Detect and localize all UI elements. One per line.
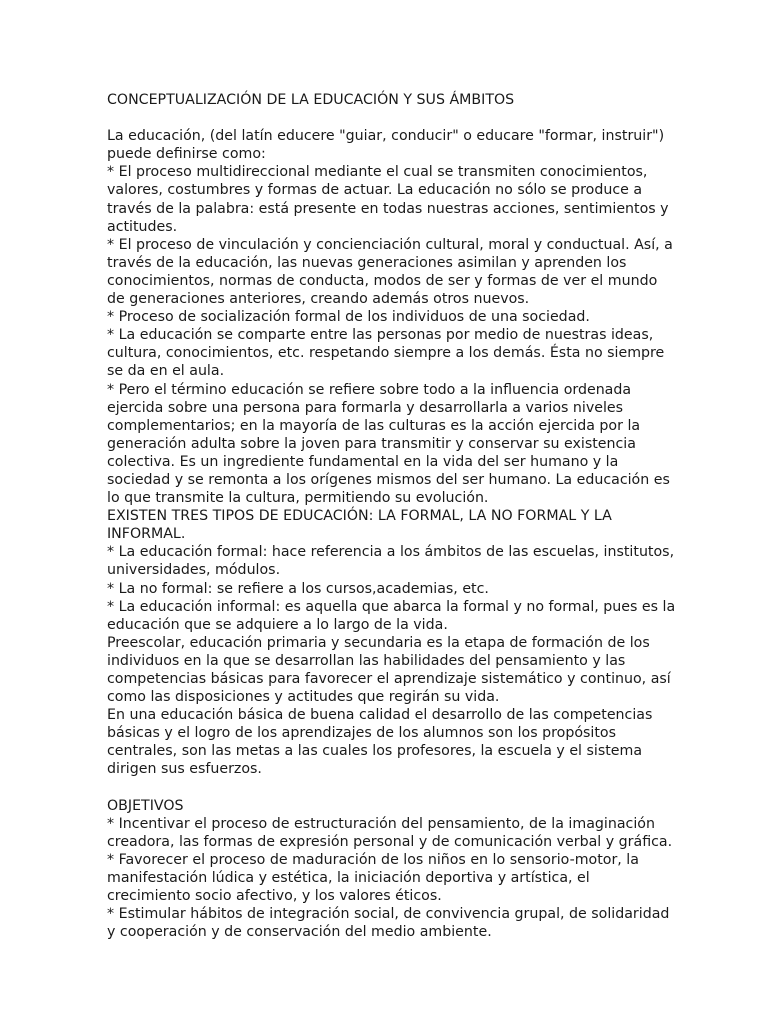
body-line: INFORMAL. bbox=[107, 526, 186, 543]
document-page bbox=[107, 91, 676, 941]
objective-line: creadora, las formas de expresión personal y de comunicación verbal y gráfica. bbox=[107, 833, 673, 850]
body-line: Preescolar, educación primaria y secundaria es la etapa de formación de los bbox=[107, 634, 650, 651]
body-line: básicas y el logro de los aprendizajes de los alumnos son los propósitos bbox=[107, 725, 616, 742]
body-line: individuos en la que se desarrollan las habilidades del pensamiento y las bbox=[107, 652, 626, 669]
objectives-heading: OBJETIVOS bbox=[107, 797, 184, 814]
body-line: lo que transmite la cultura, permitiendo su evolución. bbox=[107, 490, 489, 507]
objective-line: y cooperación y de conservación del medio ambiente. bbox=[107, 924, 492, 941]
body-line: conocimientos, normas de conducta, modos de ser y formas de ver el mundo bbox=[107, 272, 658, 289]
body-line: colectiva. Es un ingrediente fundamental en la vida del ser humano y la bbox=[107, 453, 619, 470]
body-line: * La educación informal: es aquella que abarca la formal y no formal, pues es la bbox=[107, 598, 676, 615]
body-line: actitudes. bbox=[107, 218, 178, 235]
body-line: de generaciones anteriores, creando además otros nuevos. bbox=[107, 291, 530, 308]
body-line: complementarios; en la mayoría de las culturas es la acción ejercida por la bbox=[107, 417, 641, 434]
body-line: EXISTEN TRES TIPOS DE EDUCACIÓN: LA FORMAL, LA NO FORMAL Y LA bbox=[107, 508, 612, 525]
objective-line: manifestación lúdica y estética, la iniciación deportiva y artística, el bbox=[107, 870, 590, 887]
body-line: sociedad y se remonta a los orígenes mismos del ser humano. La educación es bbox=[107, 471, 670, 488]
body-line: universidades, módulos. bbox=[107, 562, 281, 579]
objective-line: * Favorecer el proceso de maduración de los niños en lo sensorio-motor, la bbox=[107, 851, 639, 868]
blank-line bbox=[107, 109, 667, 127]
body-line: centrales, son las metas a las cuales los profesores, la escuela y el sistema bbox=[107, 743, 643, 760]
blank-line bbox=[107, 779, 667, 797]
body-line: * La educación se comparte entre las personas por medio de nuestras ideas, bbox=[107, 327, 654, 344]
body-line: * Pero el término educación se refiere sobre todo a la influencia ordenada bbox=[107, 381, 632, 398]
body-line: La educación, (del latín educere "guiar, conducir" o educare "formar, instruir") bbox=[107, 128, 665, 145]
body-line: valores, costumbres y formas de actuar. La educación no sólo se produce a bbox=[107, 182, 643, 199]
body-line: competencias básicas para favorecer el aprendizaje sistemático y continuo, así bbox=[107, 671, 671, 687]
body-line: través de la educación, las nuevas generaciones asimilan y aprenden los bbox=[107, 254, 627, 271]
body-line: como las disposiciones y actitudes que regirán su vida. bbox=[107, 689, 500, 706]
body-line: través de la palabra: está presente en todas nuestras acciones, sentimientos y bbox=[107, 200, 669, 217]
body-line: puede definirse como: bbox=[107, 146, 266, 163]
body-line: * El proceso de vinculación y concienciación cultural, moral y conductual. Así, a bbox=[107, 236, 673, 253]
objective-line: crecimiento socio afectivo, y los valores éticos. bbox=[107, 888, 442, 905]
body-line: * El proceso multidireccional mediante el cual se transmiten conocimientos, bbox=[107, 164, 648, 181]
body-line: ejercida sobre una persona para formarla y desarrollarla a varios niveles bbox=[107, 399, 624, 416]
body-line: En una educación básica de buena calidad el desarrollo de las competencias bbox=[107, 707, 653, 724]
body-line: * La no formal: se refiere a los cursos,academias, etc. bbox=[107, 580, 489, 597]
objectives-section bbox=[107, 815, 673, 942]
body-line: dirigen sus esfuerzos. bbox=[107, 761, 262, 778]
body-line: se da en el aula. bbox=[107, 363, 225, 380]
body-line: educación que se adquiere a lo largo de la vida. bbox=[107, 616, 448, 633]
body-line: generación adulta sobre la joven para transmitir y conservar su existencia bbox=[107, 435, 636, 452]
document-title: CONCEPTUALIZACIÓN DE LA EDUCACIÓN Y SUS ÁMBITOS bbox=[107, 92, 515, 108]
body-line: cultura, conocimientos, etc. respetando siempre a los demás. Ésta no siempre bbox=[107, 345, 665, 362]
body-line: * La educación formal: hace referencia a los ámbitos de las escuelas, institutos, bbox=[107, 544, 675, 561]
intro-section bbox=[107, 127, 676, 778]
body-line: * Proceso de socialización formal de los individuos de una sociedad. bbox=[107, 309, 590, 326]
objective-line: * Estimular hábitos de integración social, de convivencia grupal, de solidaridad bbox=[107, 906, 670, 923]
objective-line: * Incentivar el proceso de estructuración del pensamiento, de la imaginación bbox=[107, 815, 655, 832]
